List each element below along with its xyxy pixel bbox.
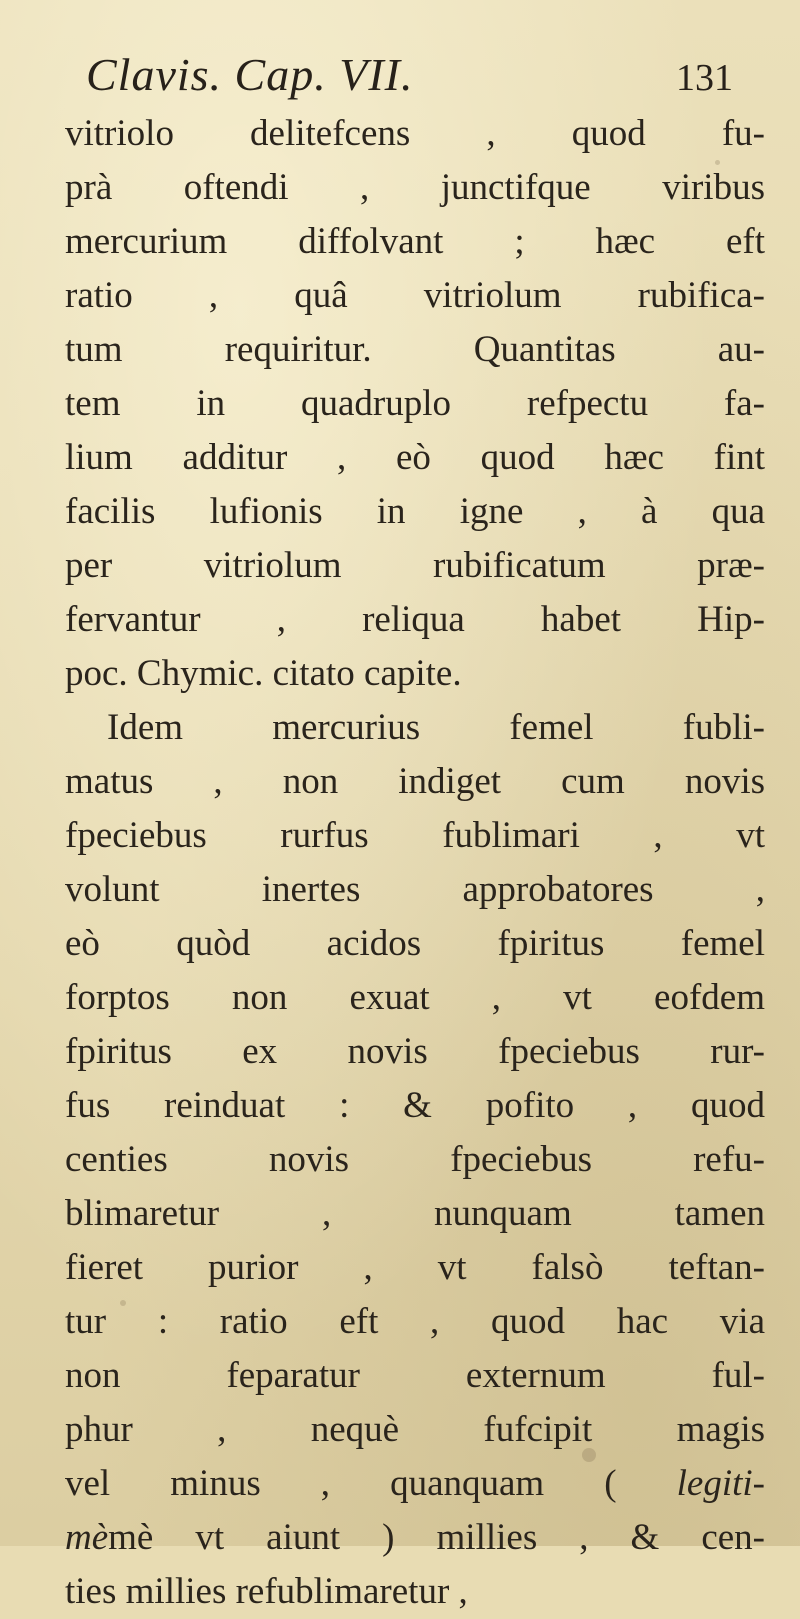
page-number: 131 [676, 57, 733, 99]
paper-speck [715, 160, 720, 165]
paper-speck [120, 1300, 126, 1306]
text-line-16: eò quòd acidos fpiritus femel [65, 923, 765, 964]
text-line-26 [65, 1457, 765, 1511]
text-line-3: mercurium diffolvant ; hæc eft [65, 221, 765, 262]
text-line-19: fus reinduat : & pofito , quod [65, 1085, 765, 1126]
text-line-21: blimaretur , nunquam tamen [65, 1193, 765, 1234]
paper-speck [582, 1448, 596, 1462]
text-line-24: non feparatur externum ful- [65, 1355, 765, 1396]
text-line-6: tem in quadruplo refpectu fa- [65, 383, 765, 424]
text-line-20: centies novis fpeciebus refu- [65, 1139, 765, 1180]
text-line-26-main: vel minus , quanquam ( [65, 1463, 677, 1504]
text-line-17: forptos non exuat , vt eofdem [65, 977, 765, 1018]
text-line-25: phur , nequè fufcipit magis [65, 1409, 765, 1450]
text-line-27-main: mè vt aiunt ) millies , & cen- [108, 1517, 765, 1558]
text-line-5: tum requiritur. Quantitas au- [65, 329, 765, 370]
italic-word-me: mè [65, 1517, 109, 1558]
text-line-11: poc. Chymic. citato capite. [65, 653, 462, 694]
text-line-4: ratio , quâ vitriolum rubifica- [65, 275, 765, 316]
text-line-7: lium additur , eò quod hæc fint [65, 437, 765, 478]
text-line-15: volunt inertes approbatores , [65, 869, 765, 910]
body-text [65, 107, 765, 1619]
text-line-18: fpiritus ex novis fpeciebus rur- [65, 1031, 765, 1072]
text-line-9: per vitriolum rubificatum præ- [65, 545, 765, 586]
text-line-12: Idem mercurius femel fubli- [107, 707, 765, 748]
text-line-10: fervantur , reliqua habet Hip- [65, 599, 765, 640]
text-line-22: fieret purior , vt falsò teftan- [65, 1247, 765, 1288]
text-line-28: ties millies refublimaretur , [65, 1571, 468, 1612]
text-line-1: vitriolo delitefcens , quod fu- [65, 113, 765, 154]
text-line-13: matus , non indiget cum novis [65, 761, 765, 802]
page-header [0, 42, 800, 102]
text-line-27 [65, 1511, 765, 1565]
running-head: Clavis. Cap. VII. [86, 49, 414, 100]
text-line-8: facilis lufionis in igne , à qua [65, 491, 765, 532]
italic-word-legiti: legiti- [676, 1463, 765, 1504]
text-line-14: fpeciebus rurfus fublimari , vt [65, 815, 765, 856]
text-line-23: tur : ratio eft , quod hac via [65, 1301, 765, 1342]
text-line-2: prà oftendi , junctifque viribus [65, 167, 765, 208]
